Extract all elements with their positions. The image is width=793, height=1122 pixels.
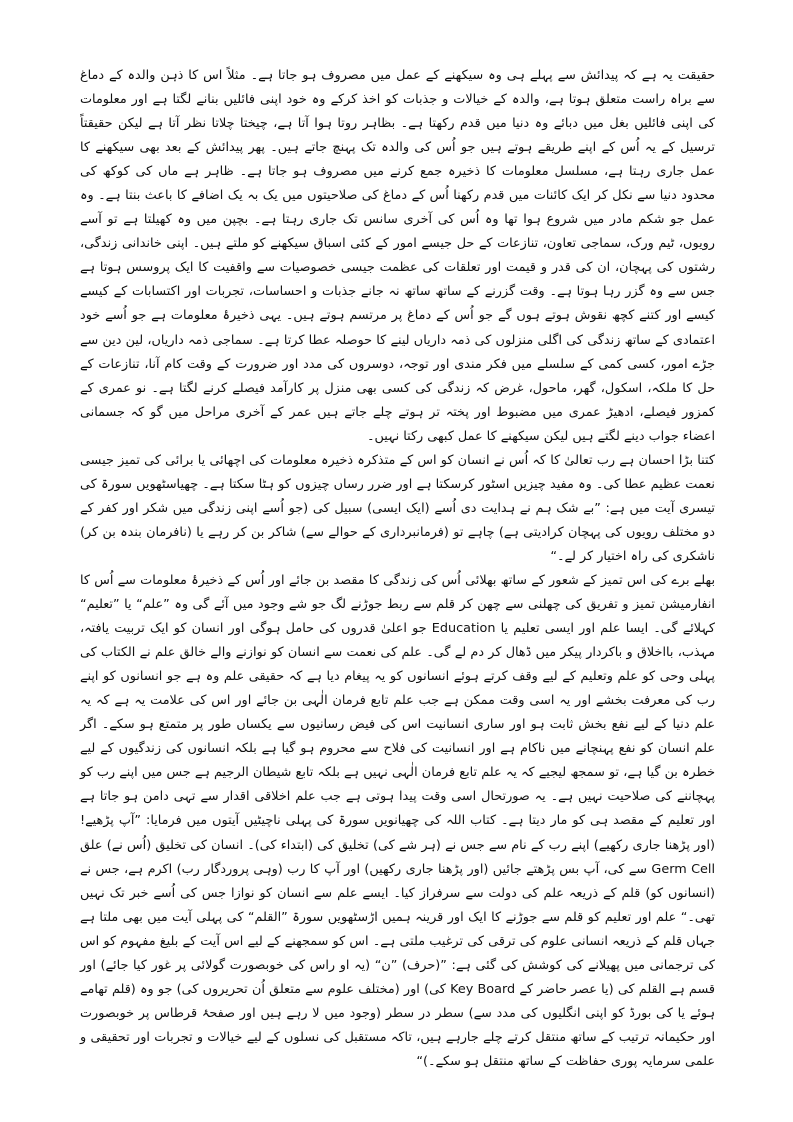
- paragraph-3: بھلے برے کی اس تمیز کے شعور کے ساتھ بھلائی اُس کی زندگی کا مقصد بن جائے اور اُس کے ذخیرۂ معلومات سے اُس کا انفارمیشن تمیز و تفریق کی چھلنی سے چھن کر قلم سے ربط جوڑنے لگ جو شے وجود میں آئے گی وہ ”علم“ یا ”تعلیم“ کہلائے گی۔ ایسا علم اور ایسی تعلیم یا Education جو اعلیٰ قدروں کی حامل ہوگی اور انسان کو ایک تربیت یافتہ، مہذب، بااخلاق و باکردار پیکر میں ڈھال کر دم لے گی۔ علم کی نعمت سے انسان کو نوازنے والے خالق علم نے الکتاب کی پہلی وحی کو علم وتعلیم کے لیے وقف کرتے ہوئے انسانوں کو یہ پیغام دیا ہے کہ حقیقی علم وہ ہے جو انسانوں کو اپنے رب کی معرفت بخشے اور یہ اسی وقت ممکن ہے جب علم تابع فرمان الٰہی بن جائے اور اس کی علامت یہ ہے کہ یہ علم دنیا کے لیے نفع بخش ثابت ہو اور ساری انسانیت اس کی فیض رسانیوں سے یکساں طور پر متمتع ہو سکے۔ اگر علم انسان کو نفع پہنچانے میں ناکام ہے اور انسانیت کی فلاح سے محروم ہو گیا ہے بلکہ انسانوں کی زندگیوں کے لیے خطرہ بن گیا ہے، تو سمجھ لیجیے کہ یہ علم تابع فرمان الٰہی نہیں ہے بلکہ تابع شیطان الرجیم ہے جس میں اپنے رب کو پہچاننے کی صلاحیت نہیں ہے۔ یہ صورتحال اسی وقت پیدا ہوتی ہے جب علم اخلاقی اقدار سے تہی دامن ہو جاتا ہے اور تعلیم کے مقصد ہی کو مار دیتا ہے۔ کتاب اللہ کی چھیانویں سورۃ کی پہلی ناچیٹیں آیتوں میں فرمایا: ”آپ پڑھیے! (اور پڑھنا جاری رکھیے) اپنے رب کے نام سے جس نے (ہر شے کی) تخلیق کی (ابتداء کی)۔ انسان کی تخلیق (اُس نے) علق Germ Cell سے کی، آپ بس پڑھتے جائیں (اور پڑھنا جاری رکھیں) اور آپ کا رب (وہی پروردگار رب) اکرم ہے، جس نے (انسانوں کو) قلم کے ذریعہ علم کی دولت سے سرفراز کیا۔ ایسے علم سے انسان کو نوازا جس کی اُسے خبر تک نہیں تھی۔“ علم اور تعلیم کو قلم سے جوڑنے کا ایک اور قرینہ ہمیں اڑسٹھویں سورۃ ”القلم“ کی پہلی آیت میں بھی ملتا ہے جہاں قلم کے ذریعہ انسانی علوم کی ترقی کی ترغیب ملتی ہے۔ اس کو سمجھنے کے لیے اس آیت کے بلیغ مفہوم کو اس کی ترجمانی میں پھیلانے کی کوشش کی گئی ہے: ”(حرف) ”ن“ (یہ او راس کی خوبصورت گولائی پر غور کیا جائے) اور قسم ہے القلم کی (یا عصر حاضر کے Key Board کی) اور (مختلف علوم سے متعلق اُن تحریروں کی) جو وہ (قلم تھامے ہوئے یا کی بورڈ کو اپنی انگلیوں کی مدد سے) سطر در سطر (وجود میں لا رہے ہیں اور صفحۂ قرطاس پر خوبصورت اور حکیمانہ ترتیب کے ساتھ منتقل کرتے چلے جارہے ہیں، تاکہ مستقبل کی نسلوں کے لیے خیالات و تجربات اور تحقیقی و علمی سرمایہ پوری حفاظت کے ساتھ منتقل ہو سکے۔)“: [80, 572, 716, 1069]
- urdu-article-body: [80, 64, 715, 1074]
- paragraph-1: حقیقت یہ ہے کہ پیدائش سے پہلے ہی وہ سیکھنے کے عمل میں مصروف ہو جاتا ہے۔ مثلاً اس کا ذہن والدہ کے دماغ سے براہ راست متعلق ہوتا ہے، والدہ کے خیالات و جذبات کو اخذ کرکے وہ خود اپنی فائلیں بنانے لگتا ہے اور معلومات کی اپنی فائلیں بغل میں دبائے وہ دنیا میں قدم رکھتا ہے۔ بظاہر روتا ہوا آتا ہے، چیختا چلاتا نظر آتا ہے لیکن حقیقتاً ترسیل کے یہ اُس کے اپنے طریقے ہوتے ہیں جو اُس کی والدہ تک پہنچ جاتے ہیں۔ پھر پیدائش کے بعد بھی سیکھنے کا عمل جاری رہتا ہے، مسلسل معلومات کا ذخیرہ جمع کرنے میں مصروف ہو جاتا ہے۔ ظاہر ہے ماں کی کوکھ کی محدود دنیا سے نکل کر ایک کائنات میں قدم رکھنا اُس کے دماغ کی صلاحیتوں میں یک بہ یک اضافے کا باعث بنتا ہے۔ وہ عمل جو شکم مادر میں شروع ہوا تھا وہ اُس کی آخری سانس تک جاری رہتا ہے۔ بچپن میں وہ کھیلتا ہے تو آسے رویوں، ٹیم ورک، سماجی تعاون، تنازعات کے حل جیسے امور کے کئی اسباق سیکھنے کو ملتے ہیں۔ اپنی خاندانی زندگی، رشتوں کی پہچان، ان کی قدر و قیمت اور تعلقات کی عظمت جیسی خصوصیات سے واقفیت کا ایک پروسس ہوتا ہے جس سے وہ گزر رہا ہوتا ہے۔ وقت گزرنے کے ساتھ ساتھ نہ جانے جذبات و احساسات، تجربات اور اکتسابات کے کیسے کیسے اور کتنے کچھ نقوش ہوتے ہوں گے جو اُس کے دماغ پر مرتسم ہوتے ہیں۔ یہی ذخیرۂ معلومات ہے جو اُسے خود اعتمادی کے ساتھ زندگی کی اگلی منزلوں کی ذمہ داریاں لینے کا حوصلہ عطا کرتا ہے۔ سماجی ذمہ داریاں، لین دین سے جڑے امور، کسی کمی کے سلسلے میں فکر مندی اور توجہ، دوسروں کی مدد اور ضرورت کے وقت کام آنا، تنازعات کے حل کا ملکہ، اسکول، گھر، ماحول، غرض کہ زندگی کی کسی بھی منزل پر کارآمد فیصلے کرنے لگتا ہے۔ نو عمری کے کمزور فیصلے، ادھیڑ عمری میں مضبوط اور پختہ تر ہوتے چلے جاتے ہیں عمر کے آخری مراحل میں گو کہ جسمانی اعضاء جواب دینے لگتے ہیں لیکن سیکھنے کا عمل کبھی رکتا نہیں۔: [80, 68, 715, 444]
- paragraph-2: کتنا بڑا احسان ہے رب تعالیٰ کا کہ اُس نے انسان کو اس کے متذکرہ ذخیرہ معلومات کی اچھائی یا برائی کی تمیز جیسی نعمت عظیم عطا کی۔ وہ مفید چیزیں اسٹور کرسکتا ہے اور ضرر رساں چیزوں کو ہٹا سکتا ہے۔ چھیاسٹھویں سورۃ کی تیسری آیت میں ہے: ”بے شک ہم نے ہدایت دی اُسے (ایک ایسی) سبیل کی (جو اُسے اپنی زندگی میں شکر اور کفر کے دو مختلف رویوں کی پہچان کرادیتی ہے) چاہے تو (فرمانبرداری کے حوالے سے) شاکر بن کر رہے یا (نافرمان بندہ بن کر) ناشکری کی راہ اختیار کر لے۔“: [80, 452, 715, 564]
